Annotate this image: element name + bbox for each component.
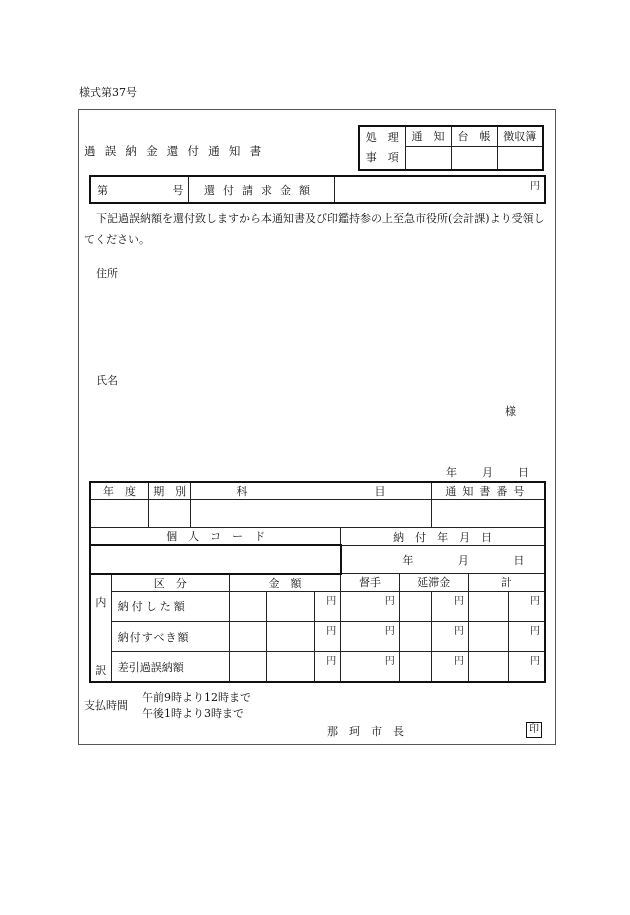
pay-year: 年 — [402, 553, 414, 567]
notice-text: 下記過誤納額を還付致しますから本通知書及び印鑑持参の上至急市役所(会計課)より受領してください。 — [84, 212, 545, 246]
late-cell-a[interactable] — [399, 652, 431, 682]
h-personal-code: 個 人 コ ー ド — [90, 528, 341, 546]
late-cell-b[interactable] — [431, 591, 468, 621]
date-year: 年 — [446, 466, 457, 479]
col-notice: 通 知 — [405, 126, 451, 146]
late-cell-a[interactable] — [399, 591, 431, 621]
late-cell-b[interactable] — [431, 652, 468, 682]
claim-row — [89, 175, 546, 204]
year-cell[interactable] — [90, 500, 148, 528]
total-cell-b[interactable] — [509, 622, 545, 652]
yen-mark: 円 — [384, 626, 395, 637]
yen-mark: 円 — [530, 656, 540, 668]
dunning-cell[interactable] — [341, 652, 399, 682]
pay-day: 日 — [513, 553, 525, 567]
h-subject — [191, 482, 431, 500]
yen-mark: 円 — [384, 656, 395, 668]
late-cell-b[interactable] — [431, 622, 468, 652]
amount-cell-b[interactable] — [266, 622, 314, 652]
yen-mark: 円 — [530, 626, 540, 637]
yen-mark: 円 — [530, 595, 540, 607]
h-year: 年 度 — [90, 482, 148, 500]
date-day: 日 — [518, 466, 529, 479]
cell-notice[interactable] — [405, 146, 451, 170]
h-payment-date: 納 付 年 月 日 — [341, 528, 545, 546]
yen-mark: 円 — [326, 656, 337, 668]
seal-text: 印 — [526, 722, 542, 738]
claim-label: 還付請求金額 — [188, 176, 334, 203]
yen-mark: 円 — [453, 595, 464, 607]
pay-month: 月 — [457, 553, 469, 567]
yen-mark: 円 — [453, 656, 464, 668]
seal-mark — [526, 722, 542, 738]
dunning-cell[interactable] — [341, 591, 399, 621]
personal-code-cell[interactable] — [90, 545, 341, 573]
row-label: 納付すべき額 — [111, 622, 229, 652]
col-ledger: 台 帳 — [451, 126, 497, 146]
h-late: 延滞金 — [399, 574, 468, 592]
h-total: 計 — [468, 574, 545, 592]
claim-no-suffix: 号 — [172, 183, 184, 197]
yen-mark: 円 — [453, 626, 464, 637]
notice-no-cell[interactable] — [431, 500, 545, 528]
side-2: 訳 — [90, 652, 111, 682]
claim-no-prefix: 第 — [97, 183, 108, 197]
amount-cell-c[interactable] — [314, 652, 341, 682]
date-month: 月 — [482, 466, 493, 479]
honorific: 様 — [505, 405, 516, 418]
payment-date-cell[interactable] — [341, 545, 545, 573]
side-1: 内 — [90, 591, 111, 621]
form-number: 様式第37号 — [79, 86, 137, 99]
name-label: 氏名 — [96, 374, 118, 387]
processing-label — [359, 126, 405, 170]
amount-cell-c[interactable] — [314, 591, 341, 621]
h-period: 期 別 — [148, 482, 191, 500]
form-title: 過誤納金還付通知書 — [84, 144, 271, 158]
total-cell-b[interactable] — [509, 652, 545, 682]
processing-box — [358, 125, 544, 171]
row-label: 差引過誤納額 — [111, 652, 229, 682]
dunning-cell[interactable] — [341, 622, 399, 652]
total-cell-a[interactable] — [468, 591, 508, 621]
claim-number-cell[interactable] — [90, 176, 188, 203]
total-cell-a[interactable] — [468, 622, 508, 652]
claim-amount-cell[interactable] — [334, 176, 545, 203]
processing-label-1: 処 理 — [365, 131, 399, 144]
side-mid — [90, 622, 111, 652]
cell-ledger[interactable] — [451, 146, 497, 170]
processing-label-2: 事 項 — [365, 151, 399, 164]
late-cell-a[interactable] — [399, 622, 431, 652]
yen-mark: 円 — [326, 626, 337, 637]
hours-label: 支払時間 — [84, 699, 128, 712]
amount-cell-a[interactable] — [229, 622, 266, 652]
amount-cell-c[interactable] — [314, 622, 341, 652]
total-cell-a[interactable] — [468, 652, 508, 682]
h-notice-no: 通知書番号 — [431, 482, 545, 500]
col-collection: 徴収簿 — [497, 126, 543, 146]
side-blank — [90, 574, 111, 592]
amount-cell-a[interactable] — [229, 652, 266, 682]
detail-table — [89, 481, 546, 683]
h-class: 区 分 — [111, 574, 229, 592]
row-label: 納付した額 — [111, 591, 229, 621]
mayor: 那 珂 市 長 — [327, 725, 404, 738]
amount-cell-a[interactable] — [229, 591, 266, 621]
cell-collection[interactable] — [497, 146, 543, 170]
hours-line-2: 午後1時より3時まで — [142, 707, 244, 720]
yen-mark: 円 — [384, 595, 395, 607]
amount-cell-b[interactable] — [266, 591, 314, 621]
claim-unit: 円 — [530, 181, 540, 192]
period-cell[interactable] — [148, 500, 191, 528]
address-label: 住所 — [96, 267, 118, 280]
amount-cell-b[interactable] — [266, 652, 314, 682]
h-subject-2: 目 — [374, 485, 386, 499]
h-subject-1: 科 — [236, 485, 248, 499]
h-dunning: 督手 — [341, 574, 399, 592]
total-cell-b[interactable] — [509, 591, 545, 621]
yen-mark: 円 — [326, 595, 337, 607]
hours-line-1: 午前9時より12時まで — [142, 691, 251, 704]
h-amount: 金 額 — [229, 574, 341, 592]
subject-cell[interactable] — [191, 500, 431, 528]
